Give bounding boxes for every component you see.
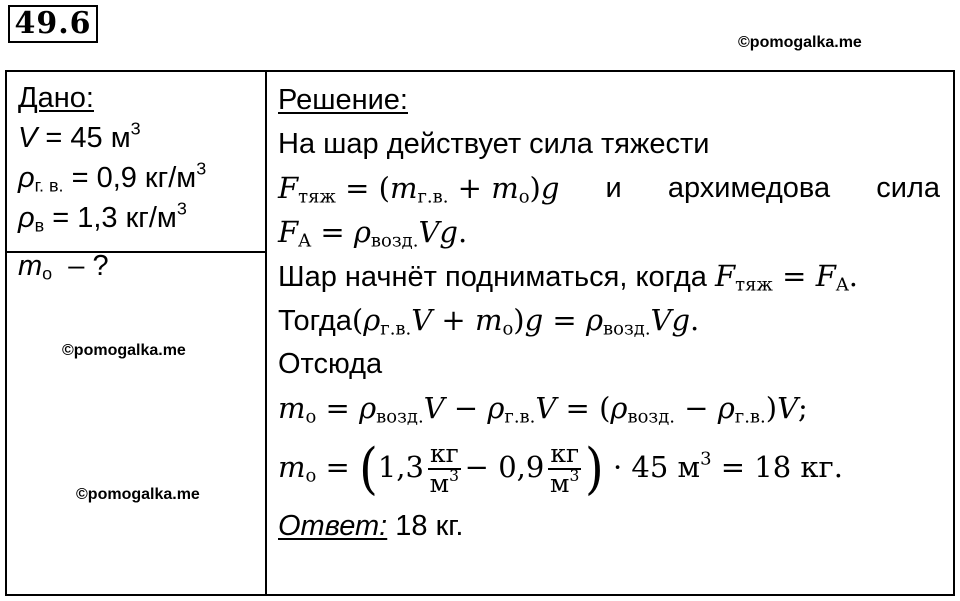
solution-line-6: Отсюда <box>278 348 383 380</box>
given-volume: V = 45 $м^3$ <box>18 118 141 154</box>
given-gas-density: $\rho_{г. в.} = 0,9$ $кг/м^3$ <box>18 158 207 196</box>
given-air-density: $\rho_в = 1,3$ $кг/м^3$ <box>18 198 187 236</box>
given-header: Дано: <box>18 82 94 114</box>
watermark-top: ©pomogalka.me <box>738 34 862 51</box>
mass-calculation: $m_о = (1,3$ $\frac{кг}{м^3}$ − 0,9 $\frac{кг}{м^3}$ ) · 45 $м^3 = 18$ кг. <box>278 437 843 502</box>
answer-label: Ответ: <box>278 510 388 542</box>
gravity-formula: $F_{тяж} = (m_{г.в.} + m_о)g$ <box>278 171 560 208</box>
solution-line-4: Шар начнёт подниматься, когда $F_{тяж} = F_A$. <box>278 259 859 296</box>
archimedes-formula: $F_A = \rho_{возд.}Vg$. <box>278 215 468 252</box>
solution-line-2: $F_{тяж} = (m_{г.в.} + m_о)g$ и архимедова сила <box>278 166 940 210</box>
solution-header: Решение: <box>278 84 408 116</box>
answer-value: 18 кг. <box>387 510 464 542</box>
solution-line-1: На шар действует сила тяжести <box>278 128 710 160</box>
answer-line <box>278 504 944 548</box>
solution-section <box>278 78 944 548</box>
watermark-bottom: ©pomogalka.me <box>76 486 200 503</box>
given-section <box>18 78 206 286</box>
mass-formula: $m_о = \rho_{возд.}V - \rho_{г.в.}V = (\rho_{возд.} - \rho_{г.в.})V$; <box>278 391 808 428</box>
column-divider <box>265 70 267 596</box>
solution-line-5: $Тогда(\rho_{г.в.}V + m_о)g = \rho_{возд.}Vg$. <box>278 303 700 340</box>
find-mass: $m_о$ – ? <box>18 250 109 284</box>
problem-number: 49.6 <box>8 5 98 43</box>
watermark-middle: ©pomogalka.me <box>62 342 186 359</box>
